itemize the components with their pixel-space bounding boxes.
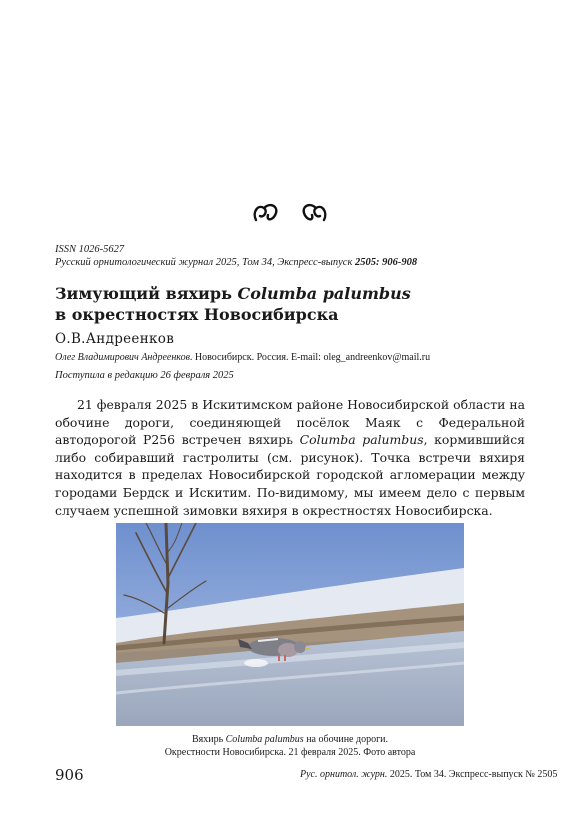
page-number: 906 bbox=[55, 766, 84, 784]
body-text: 21 февраля 2025 в Искитимском районе Новосибирской области на обочине дороги, соединяющей посёлок Маяк с Федеральной автодорогой Р256 встречен вяхирь Columba palumbus, кормившийся либо собиравший гастролиты (см. рисунок). Точка встречи вяхиря находится в пределах Новосибирской городской агломерации между городами Бердск и Искитим. По-видимому, мы имеем дело с первым случаем успешной зимовки вяхиря в окрестностях Новосибирска. bbox=[55, 397, 525, 518]
received-date: Поступила в редакцию 26 февраля 2025 bbox=[55, 370, 234, 381]
running-footer: Рус. орнитол. журн. 2025. Том 34. Экспресс-выпуск № 2505 bbox=[300, 769, 558, 780]
photo-wood-pigeon bbox=[116, 523, 464, 726]
figure-caption: Вяхирь Columba palumbus на обочине дороги. Окрестности Новосибирска. 21 февраля 2025. Фото автора bbox=[164, 734, 416, 758]
journal-header bbox=[55, 243, 417, 269]
author: О.В.Андреенков bbox=[55, 331, 175, 347]
fleuron-ornament-icon bbox=[0, 200, 580, 230]
citation: Русский орнитологический журнал 2025, Том 34, Экспресс-выпуск 2505: 906-908 bbox=[55, 257, 418, 268]
article-title: Зимующий вяхирь Columba palumbus в окрестностях Новосибирска bbox=[55, 284, 411, 324]
issn: ISSN 1026-5627 bbox=[55, 244, 125, 255]
affiliation: Олег Владимирович Андреенков. Новосибирск. Россия. E-mail: oleg_andreenkov@mail.ru bbox=[55, 352, 431, 363]
